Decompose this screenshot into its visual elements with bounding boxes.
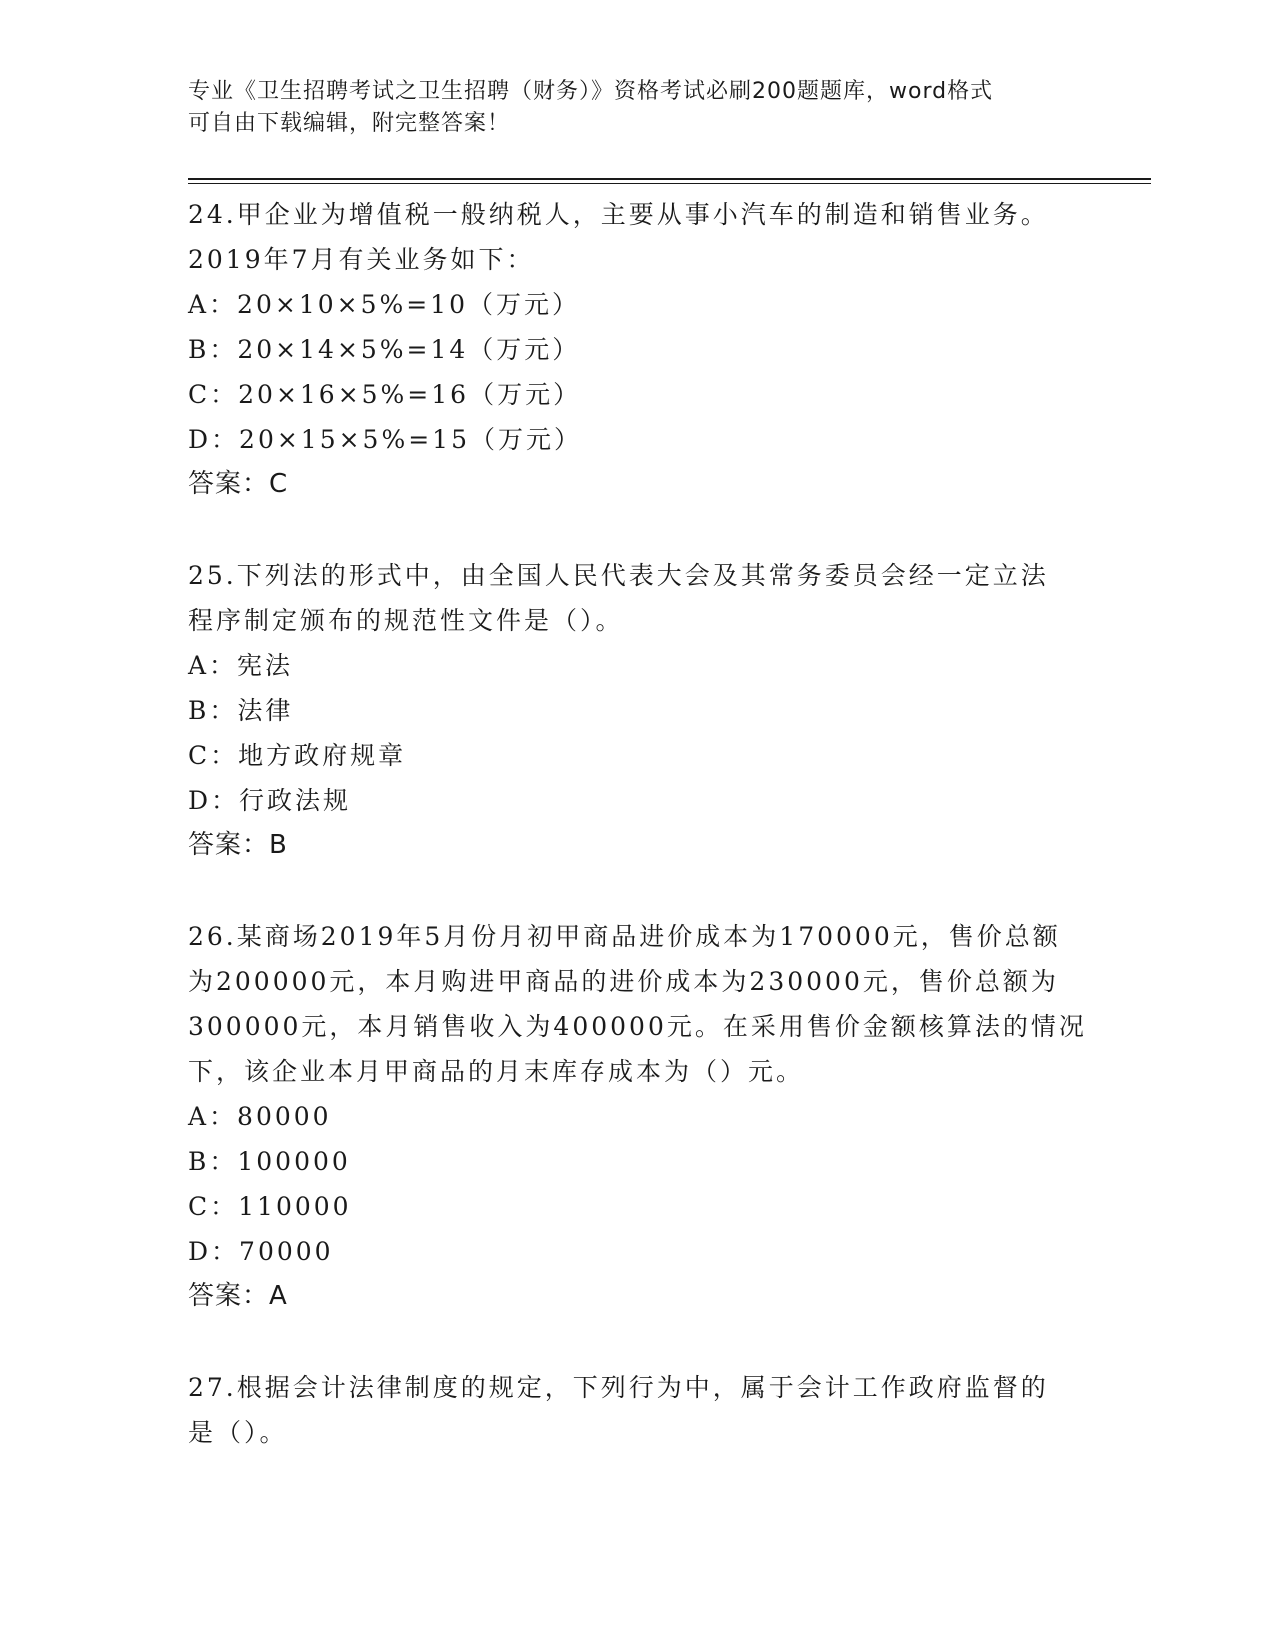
question-25	[188, 553, 1088, 868]
option-a: A：80000	[188, 1102, 332, 1131]
question-27	[188, 1365, 1088, 1455]
answer-line: 答案：B	[188, 830, 288, 860]
question-stem-line: 是（）。	[188, 1418, 288, 1447]
question-stem-line: 24.甲企业为增值税一般纳税人，主要从事小汽车的制造和销售业务。	[188, 200, 1049, 229]
question-stem-line: 27.根据会计法律制度的规定，下列行为中，属于会计工作政府监督的	[188, 1373, 1049, 1402]
option-d: D：行政法规	[188, 786, 352, 815]
question-26	[188, 914, 1088, 1319]
header-line-1: 专业《卫生招聘考试之卫生招聘（财务）》资格考试必刷200题题库，word格式	[188, 79, 994, 104]
question-stem-line: 25.下列法的形式中，由全国人民代表大会及其常务委员会经一定立法	[188, 561, 1049, 590]
option-c: C：20×16×5%=16（万元）	[188, 380, 582, 409]
answer-line: 答案：A	[188, 1281, 288, 1311]
option-b: B：100000	[188, 1147, 351, 1176]
question-stem-line: 26.某商场2019年5月份月初甲商品进价成本为170000元，售价总额	[188, 922, 1061, 951]
header-divider-thin	[188, 183, 1151, 184]
question-stem-line: 2019年7月有关业务如下：	[188, 245, 535, 274]
question-list	[188, 192, 1088, 1501]
option-d: D：20×15×5%=15（万元）	[188, 425, 582, 454]
option-b: B：20×14×5%=14（万元）	[188, 335, 581, 364]
header-divider-thick	[188, 178, 1151, 180]
option-d: D：70000	[188, 1237, 334, 1266]
question-stem-line: 下，该企业本月甲商品的月末库存成本为（）元。	[188, 1057, 805, 1086]
header-line-2: 可自由下载编辑，附完整答案！	[188, 111, 511, 136]
option-a: A：宪法	[188, 651, 294, 680]
question-24	[188, 192, 1088, 507]
answer-line: 答案：C	[188, 469, 289, 499]
option-a: A：20×10×5%=10（万元）	[188, 290, 580, 319]
option-b: B：法律	[188, 696, 294, 725]
question-stem-line: 程序制定颁布的规范性文件是（）。	[188, 606, 624, 635]
document-header	[188, 76, 1088, 140]
option-c: C：110000	[188, 1192, 352, 1221]
option-c: C：地方政府规章	[188, 741, 407, 770]
question-stem-line: 300000元，本月销售收入为400000元。在采用售价金额核算法的情况	[188, 1012, 1087, 1041]
question-stem-line: 为200000元，本月购进甲商品的进价成本为230000元，售价总额为	[188, 967, 1059, 996]
